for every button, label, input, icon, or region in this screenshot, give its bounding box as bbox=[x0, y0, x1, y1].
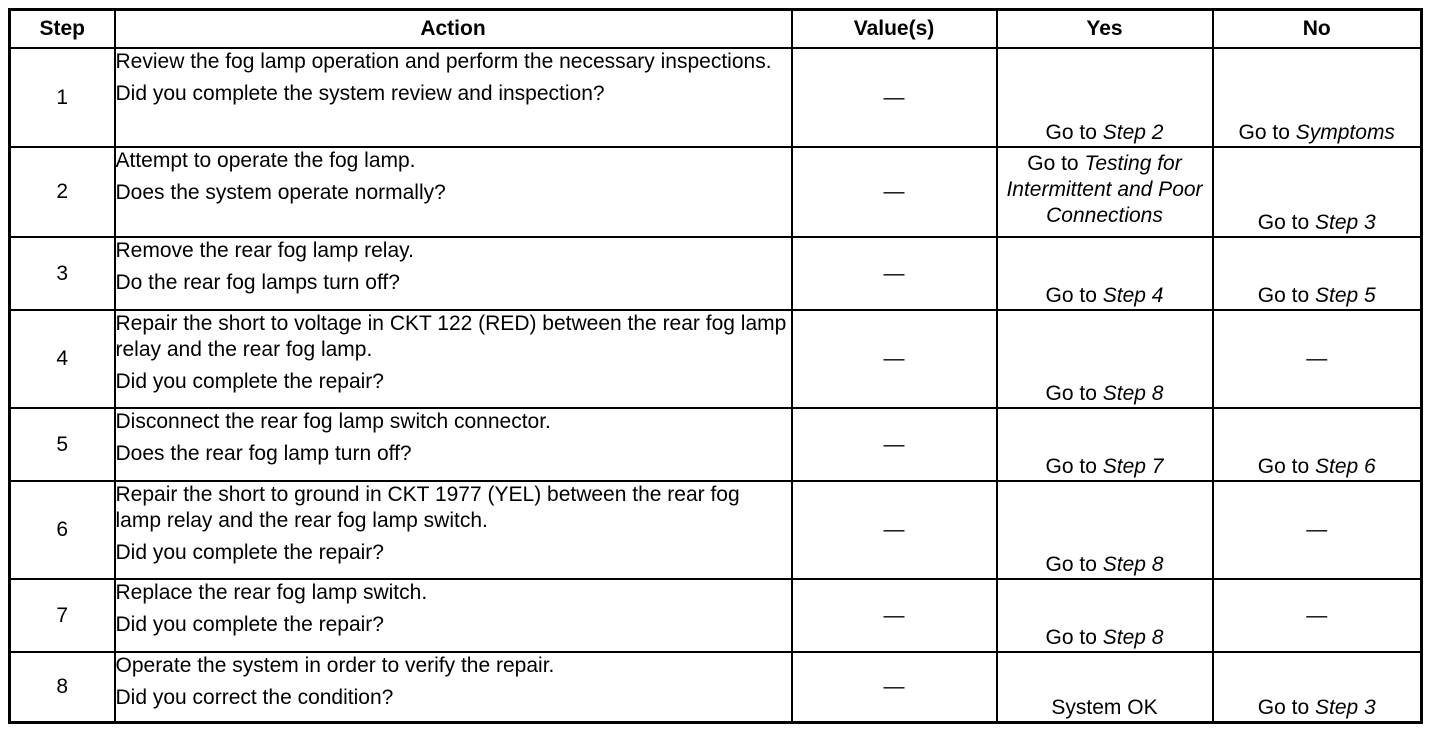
no-prefix: Go to bbox=[1257, 695, 1315, 719]
action-question: Do the rear fog lamps turn off? bbox=[115, 271, 400, 294]
action-cell bbox=[115, 579, 792, 652]
action-question: Did you complete the repair? bbox=[115, 541, 384, 564]
no-link[interactable]: Step 3 bbox=[1314, 211, 1376, 234]
no-cell bbox=[1213, 147, 1422, 237]
table-row bbox=[10, 310, 1422, 408]
table-row bbox=[10, 652, 1422, 722]
action-instruction: Attempt to operate the fog lamp. bbox=[115, 149, 416, 172]
action-instruction: Review the fog lamp operation and perform the necessary inspections. bbox=[115, 50, 772, 73]
no-prefix: Go to bbox=[1257, 211, 1315, 234]
value-cell: — bbox=[792, 48, 997, 147]
no-link[interactable]: Step 5 bbox=[1314, 284, 1376, 307]
yes-link[interactable]: Step 8 bbox=[1102, 382, 1164, 405]
action-question: Does the rear fog lamp turn off? bbox=[115, 442, 412, 465]
no-link[interactable]: Symptoms bbox=[1295, 121, 1395, 144]
header-yes: Yes bbox=[997, 10, 1213, 49]
no-prefix: Go to bbox=[1238, 121, 1296, 144]
value-cell: — bbox=[792, 237, 997, 310]
action-question: Did you correct the condition? bbox=[115, 686, 394, 709]
no-cell: — bbox=[1213, 579, 1422, 652]
action-instruction: Repair the short to ground in CKT 1977 (YEL) between the rear fog lamp relay and the rear fog lamp switch. bbox=[115, 483, 740, 532]
header-value: Value(s) bbox=[792, 10, 997, 49]
action-cell bbox=[115, 481, 792, 579]
table-row bbox=[10, 481, 1422, 579]
table-row bbox=[10, 408, 1422, 481]
yes-prefix: Go to bbox=[1045, 382, 1103, 405]
no-cell bbox=[1213, 408, 1422, 481]
yes-link[interactable]: Step 2 bbox=[1102, 121, 1164, 144]
yes-prefix: Go to bbox=[1045, 626, 1103, 649]
yes-prefix: Go to bbox=[1045, 284, 1103, 307]
no-cell bbox=[1213, 652, 1422, 722]
no-cell bbox=[1213, 48, 1422, 147]
no-link[interactable]: Step 3 bbox=[1314, 695, 1376, 719]
table-row bbox=[10, 579, 1422, 652]
no-cell: — bbox=[1213, 310, 1422, 408]
action-question: Does the system operate normally? bbox=[115, 181, 446, 204]
yes-cell bbox=[997, 481, 1213, 579]
value-cell: — bbox=[792, 652, 997, 722]
yes-link[interactable]: Testing for Intermittent and Poor Connections bbox=[1006, 152, 1203, 227]
header-row bbox=[10, 10, 1422, 49]
no-prefix: Go to bbox=[1257, 455, 1315, 478]
step-number: 2 bbox=[10, 147, 115, 237]
action-question: Did you complete the repair? bbox=[115, 613, 384, 636]
no-link[interactable]: Step 6 bbox=[1314, 455, 1376, 478]
action-cell bbox=[115, 408, 792, 481]
yes-link[interactable]: Step 7 bbox=[1102, 455, 1164, 478]
yes-cell bbox=[997, 48, 1213, 147]
yes-cell: System OK bbox=[997, 652, 1213, 722]
step-number: 6 bbox=[10, 481, 115, 579]
yes-link[interactable]: Step 8 bbox=[1102, 553, 1164, 576]
table-row bbox=[10, 147, 1422, 237]
step-number: 1 bbox=[10, 48, 115, 147]
diagnostic-table bbox=[8, 8, 1423, 724]
yes-prefix: Go to bbox=[1045, 553, 1103, 576]
action-cell bbox=[115, 652, 792, 722]
step-number: 8 bbox=[10, 652, 115, 722]
yes-prefix: Go to bbox=[1045, 455, 1103, 478]
yes-cell bbox=[997, 237, 1213, 310]
table-row bbox=[10, 237, 1422, 310]
action-instruction: Remove the rear fog lamp relay. bbox=[115, 239, 414, 262]
yes-prefix: Go to bbox=[1045, 121, 1103, 144]
action-question: Did you complete the system review and inspection? bbox=[115, 82, 605, 105]
step-number: 4 bbox=[10, 310, 115, 408]
header-step: Step bbox=[10, 10, 115, 49]
yes-prefix: Go to bbox=[1027, 152, 1085, 175]
table-row bbox=[10, 48, 1422, 147]
yes-cell bbox=[997, 408, 1213, 481]
value-cell: — bbox=[792, 408, 997, 481]
yes-cell bbox=[997, 147, 1213, 237]
action-cell bbox=[115, 48, 792, 147]
action-instruction: Repair the short to voltage in CKT 122 (RED) between the rear fog lamp relay and the rear fog lamp. bbox=[115, 312, 787, 361]
header-no: No bbox=[1213, 10, 1422, 49]
no-cell bbox=[1213, 237, 1422, 310]
value-cell: — bbox=[792, 310, 997, 408]
action-question: Did you complete the repair? bbox=[115, 370, 384, 393]
action-instruction: Operate the system in order to verify the repair. bbox=[115, 654, 555, 677]
action-cell bbox=[115, 147, 792, 237]
step-number: 7 bbox=[10, 579, 115, 652]
yes-link[interactable]: Step 4 bbox=[1102, 284, 1164, 307]
action-instruction: Disconnect the rear fog lamp switch connector. bbox=[115, 410, 551, 433]
no-prefix: Go to bbox=[1257, 284, 1315, 307]
action-cell bbox=[115, 237, 792, 310]
step-number: 3 bbox=[10, 237, 115, 310]
value-cell: — bbox=[792, 147, 997, 237]
yes-link[interactable]: Step 8 bbox=[1102, 626, 1164, 649]
yes-cell bbox=[997, 310, 1213, 408]
action-cell bbox=[115, 310, 792, 408]
header-action: Action bbox=[115, 10, 792, 49]
action-instruction: Replace the rear fog lamp switch. bbox=[115, 581, 428, 604]
value-cell: — bbox=[792, 481, 997, 579]
no-cell: — bbox=[1213, 481, 1422, 579]
step-number: 5 bbox=[10, 408, 115, 481]
yes-cell bbox=[997, 579, 1213, 652]
value-cell: — bbox=[792, 579, 997, 652]
